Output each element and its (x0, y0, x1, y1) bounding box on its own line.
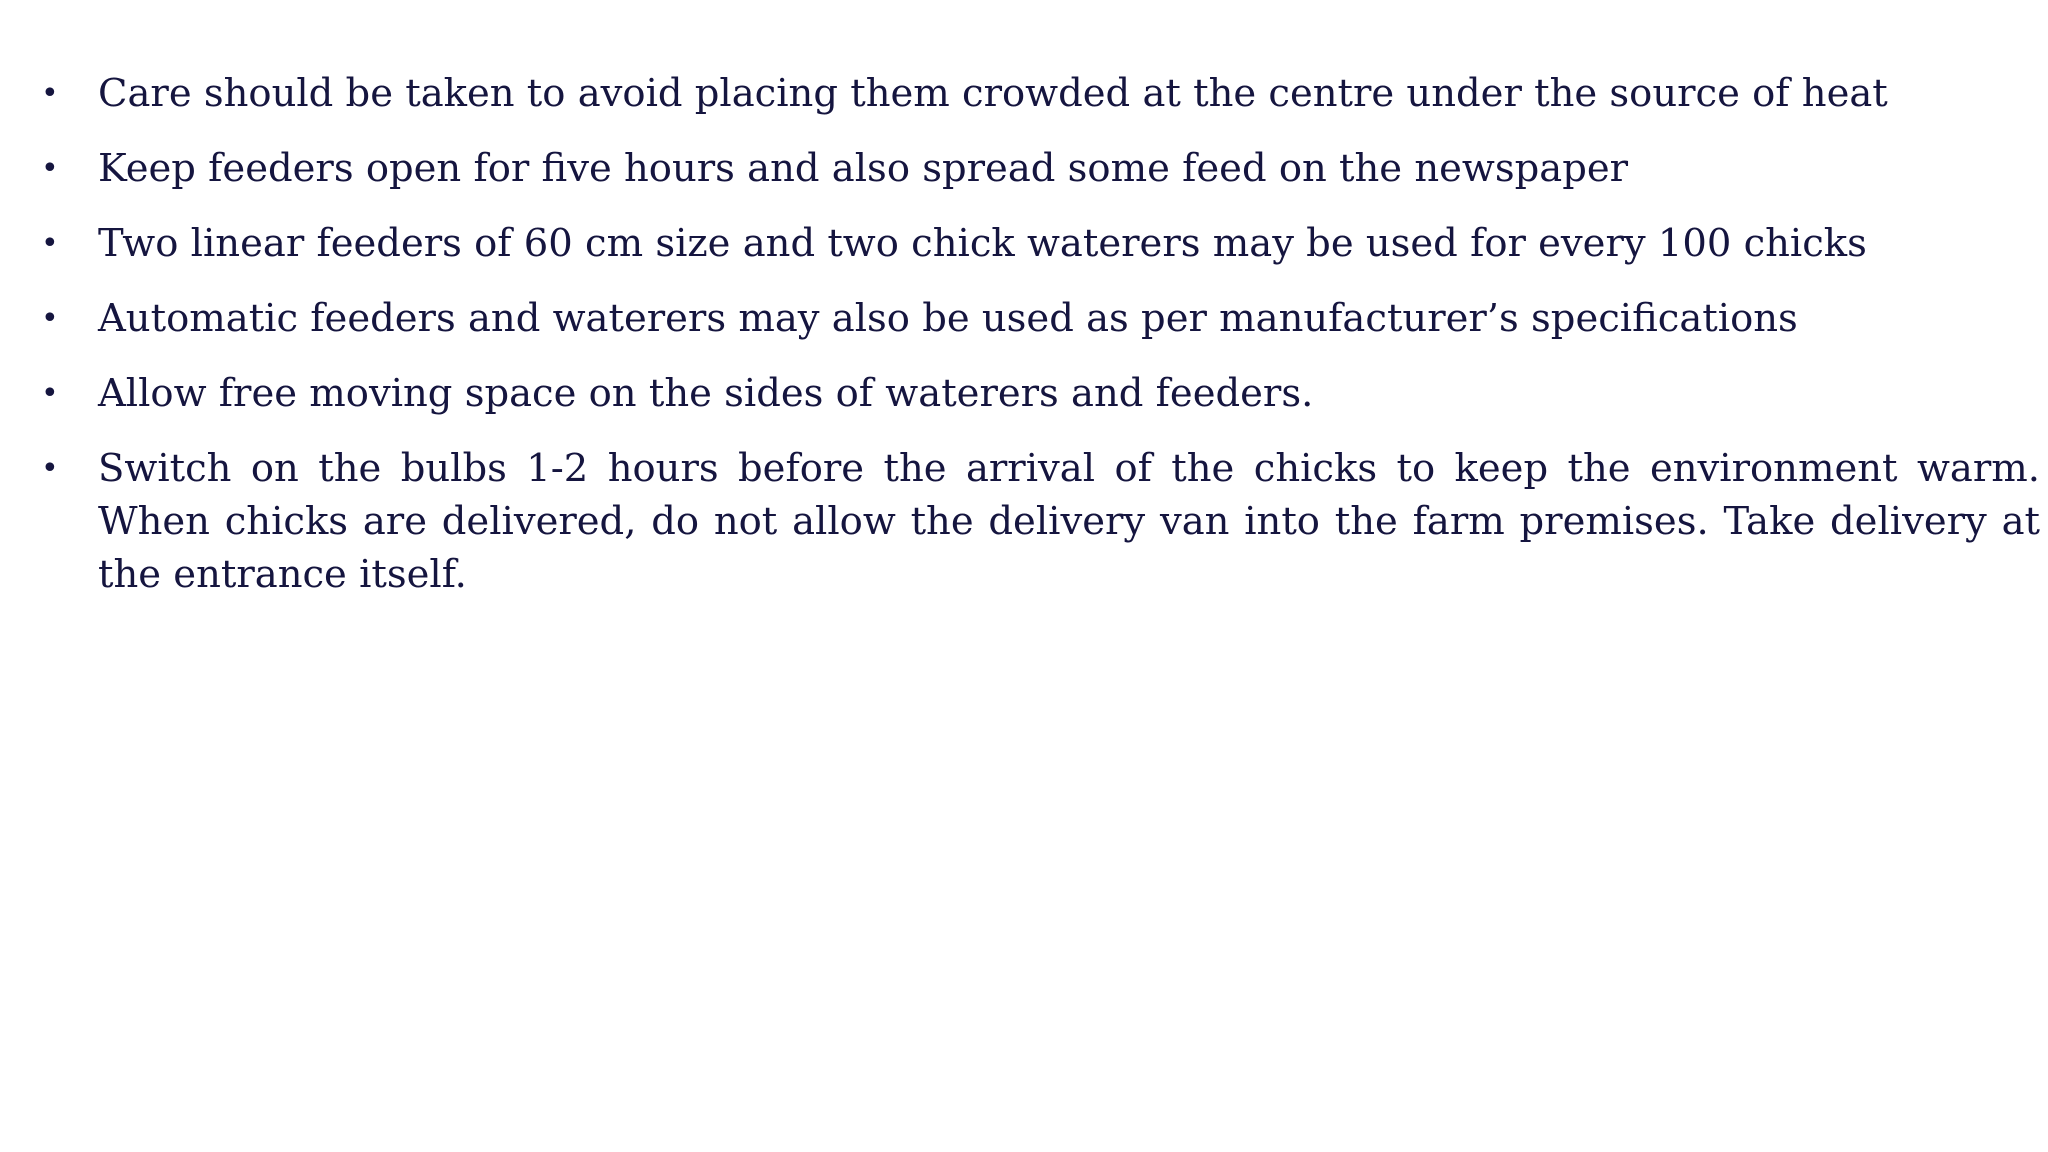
bullet-item-linear-feeders (0, 217, 2048, 270)
bullet-marker: • (41, 226, 59, 261)
bullet-marker: • (41, 76, 59, 111)
bullet-text: Switch on the bulbs 1-2 hours before the arrival of the chicks to keep the environment warm. When chicks are delivered, do not allow the delivery van into the farm premises. Take delivery at the entrance itself. (98, 446, 2040, 597)
bullet-text: Two linear feeders of 60 cm size and two chick waterers may be used for every 100 chicks (98, 221, 1867, 266)
bullet-marker: • (41, 451, 59, 486)
bullet-text: Automatic feeders and waterers may also be used as per manufacturer’s specifications (98, 296, 1798, 341)
bullet-marker: • (41, 151, 59, 186)
bullet-item-moving-space (0, 367, 2048, 420)
bullet-text: Allow free moving space on the sides of waterers and feeders. (98, 371, 1314, 416)
bullet-item-switch-on-bulbs (0, 442, 2048, 601)
bullet-list (0, 67, 2048, 623)
bullet-marker: • (41, 301, 59, 336)
bullet-item-feeders-open (0, 142, 2048, 195)
bullet-item-automatic-feeders (0, 292, 2048, 345)
bullet-text: Keep feeders open for five hours and also spread some feed on the newspaper (98, 146, 1629, 191)
bullet-marker: • (41, 376, 59, 411)
bullet-item-crowding (0, 67, 2048, 120)
bullet-text: Care should be taken to avoid placing them crowded at the centre under the source of heat (98, 71, 1888, 116)
